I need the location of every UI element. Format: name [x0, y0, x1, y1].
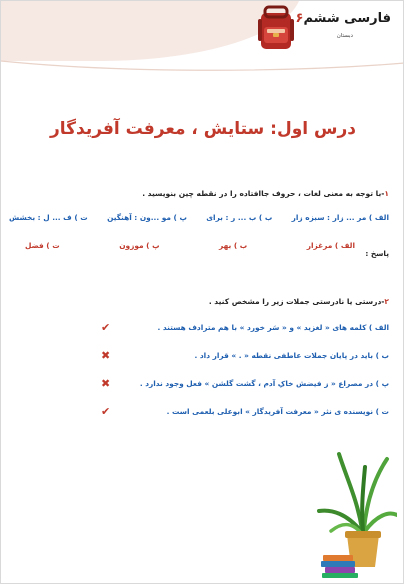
q2-statement-1: الف ) کلمه های « لغزید » و « سَر خورد » با هم مترادف هستند . — [157, 323, 389, 332]
q1-item: ت ) ف ... ل : بخشش — [9, 213, 88, 222]
question-2-instruction: ۲-درستی یا نادرستی جملات زیر را مشخص کنید . — [208, 297, 389, 306]
q1-answer: پ ) موزون — [119, 241, 160, 250]
check-mark-icon: ✔ — [101, 321, 111, 334]
backpack-icon — [253, 3, 299, 53]
q2-statement-2: ب ) باید در پایان جملات عاطفی نقطه « . » قرار داد . — [194, 351, 389, 360]
q1-item: الف ) مر ... زار : سبزه زار — [291, 213, 389, 222]
header-swoosh-decoration — [1, 59, 404, 79]
q1-item: ب ) ب ... ر : برای — [206, 213, 273, 222]
lesson-title: درس اول: ستایش ، معرفت آفریدگار — [49, 119, 357, 139]
q2-statement-3: پ ) در مصراع « ز فیضش خاکِ آدم ، گشت گلشن » فعل وجود ندارد . — [139, 379, 389, 388]
q1-answer: الف ) مرغزار — [306, 241, 355, 250]
header-title: فارسی ششم۶ — [295, 11, 391, 26]
q1-answer: ت ) فضل — [25, 241, 60, 250]
q1-answer-label: پاسخ : — [365, 249, 389, 258]
cross-mark-icon: ✖ — [101, 349, 111, 362]
potted-plant-illustration — [317, 449, 397, 579]
question-1-instruction: ۱-با توجه به معنی لغات ، حروف جاافتاده را در نقطه چین بنویسید . — [142, 189, 389, 198]
header — [227, 5, 397, 49]
q1-item: پ ) مو ...ون : آهنگین — [107, 213, 187, 222]
question-1-items — [9, 213, 389, 222]
check-mark-icon: ✔ — [101, 405, 111, 418]
header-subtitle: دبستان — [336, 33, 353, 39]
cross-mark-icon: ✖ — [101, 377, 111, 390]
q1-answer: ب ) بهر — [219, 241, 248, 250]
question-1-answers — [25, 241, 355, 250]
q2-statement-4: ت ) نویسنده ی نثر « معرفت آفریدگار » ابوعلی بلعمی است . — [166, 407, 389, 416]
